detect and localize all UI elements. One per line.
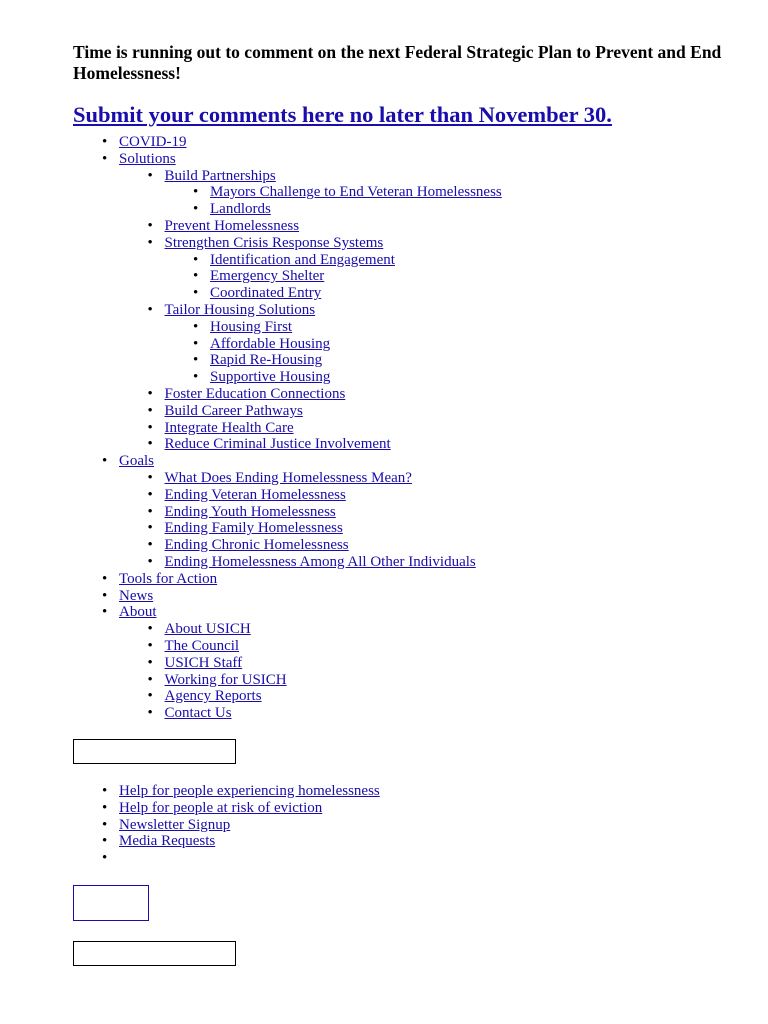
nav-link-contact[interactable]: Contact Us [164, 705, 232, 722]
nav-link-health[interactable]: Integrate Health Care [164, 419, 294, 436]
nav-item-covid [119, 134, 502, 151]
submit-comments-link[interactable]: Submit your comments here no later than November 30. [73, 102, 612, 127]
nav-item-justice [165, 436, 502, 453]
nav-item-staff [165, 655, 502, 672]
utility-item-empty [119, 850, 380, 867]
nav-item-education [165, 386, 502, 403]
nav-item-about [119, 604, 502, 722]
nav-item-affordable-housing [210, 336, 502, 353]
nav-item-working [165, 672, 502, 689]
nav-link-about[interactable]: About [119, 604, 157, 621]
nav-item-youth [165, 504, 502, 521]
nav-link-reports[interactable]: Agency Reports [164, 688, 262, 705]
nav-item-goals [119, 453, 502, 571]
nav-list [119, 134, 502, 722]
crisis-submenu [210, 252, 502, 302]
nav-item-all-other [165, 554, 502, 571]
nav-link-build-partnerships[interactable]: Build Partnerships [164, 167, 276, 184]
goals-submenu [165, 470, 502, 571]
nav-item-meaning [165, 470, 502, 487]
nav-link-landlords[interactable]: Landlords [210, 201, 271, 218]
utility-link-newsletter[interactable]: Newsletter Signup [119, 816, 231, 833]
nav-link-staff[interactable]: USICH Staff [164, 654, 243, 671]
nav-link-solutions[interactable]: Solutions [119, 150, 176, 167]
nav-link-council[interactable]: The Council [164, 637, 240, 654]
nav-link-identification[interactable]: Identification and Engagement [210, 251, 395, 268]
comment-notice: Time is running out to comment on the next Federal Strategic Plan to Prevent and End Homelessness! [73, 42, 722, 83]
nav-link-youth[interactable]: Ending Youth Homelessness [164, 503, 336, 520]
nav-item-crisis [165, 235, 502, 302]
nav-link-working[interactable]: Working for USICH [164, 671, 287, 688]
nav-item-identification [210, 252, 502, 269]
nav-link-tailor-housing[interactable]: Tailor Housing Solutions [164, 301, 316, 318]
nav-link-emergency-shelter[interactable]: Emergency Shelter [210, 268, 325, 285]
nav-item-family [165, 520, 502, 537]
utility-item-help-homeless [119, 783, 380, 800]
nav-link-family[interactable]: Ending Family Homelessness [164, 520, 343, 537]
nav-item-emergency-shelter [210, 268, 502, 285]
secondary-search-input[interactable] [73, 941, 236, 966]
housing-submenu [210, 319, 502, 386]
nav-item-housing-first [210, 319, 502, 336]
utility-item-newsletter [119, 817, 380, 834]
nav-item-contact [165, 705, 502, 722]
main-navigation [119, 134, 502, 722]
nav-link-education[interactable]: Foster Education Connections [164, 385, 346, 402]
nav-item-mayors-challenge [210, 184, 502, 201]
nav-link-justice[interactable]: Reduce Criminal Justice Involvement [164, 436, 391, 453]
utility-item-media [119, 833, 380, 850]
nav-item-landlords [210, 201, 502, 218]
nav-link-coordinated-entry[interactable]: Coordinated Entry [210, 285, 322, 302]
nav-item-tailor-housing [165, 302, 502, 386]
nav-link-veteran[interactable]: Ending Veteran Homelessness [164, 486, 346, 503]
nav-item-health [165, 420, 502, 437]
utility-link-help-eviction[interactable]: Help for people at risk of eviction [119, 799, 323, 816]
nav-link-about-usich[interactable]: About USICH [164, 621, 251, 638]
nav-link-mayors-challenge[interactable]: Mayors Challenge to End Veteran Homelessness [210, 184, 502, 201]
nav-link-all-other[interactable]: Ending Homelessness Among All Other Individuals [164, 553, 476, 570]
search-button[interactable] [73, 885, 149, 921]
nav-item-supportive-housing [210, 369, 502, 386]
about-submenu [165, 621, 502, 722]
nav-link-news[interactable]: News [119, 587, 154, 604]
nav-item-rapid-rehousing [210, 352, 502, 369]
nav-item-build-partnerships [165, 168, 502, 218]
nav-link-housing-first[interactable]: Housing First [210, 318, 293, 335]
nav-link-rapid-rehousing[interactable]: Rapid Re-Housing [210, 352, 323, 369]
nav-item-council [165, 638, 502, 655]
nav-item-news [119, 588, 502, 605]
nav-link-prevent[interactable]: Prevent Homelessness [164, 217, 300, 234]
nav-item-coordinated-entry [210, 285, 502, 302]
nav-item-career [165, 403, 502, 420]
nav-item-tools [119, 571, 502, 588]
search-input[interactable] [73, 739, 236, 764]
nav-item-about-usich [165, 621, 502, 638]
nav-link-supportive-housing[interactable]: Supportive Housing [210, 369, 331, 386]
solutions-submenu [165, 168, 502, 454]
nav-item-solutions [119, 151, 502, 453]
nav-item-veteran [165, 487, 502, 504]
utility-link-media[interactable]: Media Requests [119, 833, 216, 850]
nav-link-affordable-housing[interactable]: Affordable Housing [210, 335, 331, 352]
nav-link-meaning[interactable]: What Does Ending Homelessness Mean? [164, 469, 412, 486]
nav-link-crisis[interactable]: Strengthen Crisis Response Systems [164, 234, 384, 251]
nav-link-goals[interactable]: Goals [119, 453, 154, 470]
nav-item-chronic [165, 537, 502, 554]
partnerships-submenu [210, 184, 502, 218]
utility-links [119, 783, 380, 867]
nav-link-chronic[interactable]: Ending Chronic Homelessness [164, 537, 349, 554]
utility-link-help-homeless[interactable]: Help for people experiencing homelessness [119, 783, 380, 799]
nav-link-career[interactable]: Build Career Pathways [164, 402, 303, 419]
nav-item-reports [165, 688, 502, 705]
utility-item-help-eviction [119, 800, 380, 817]
nav-link-covid[interactable]: COVID-19 [119, 134, 187, 150]
nav-item-prevent [165, 218, 502, 235]
nav-link-tools[interactable]: Tools for Action [119, 570, 218, 587]
